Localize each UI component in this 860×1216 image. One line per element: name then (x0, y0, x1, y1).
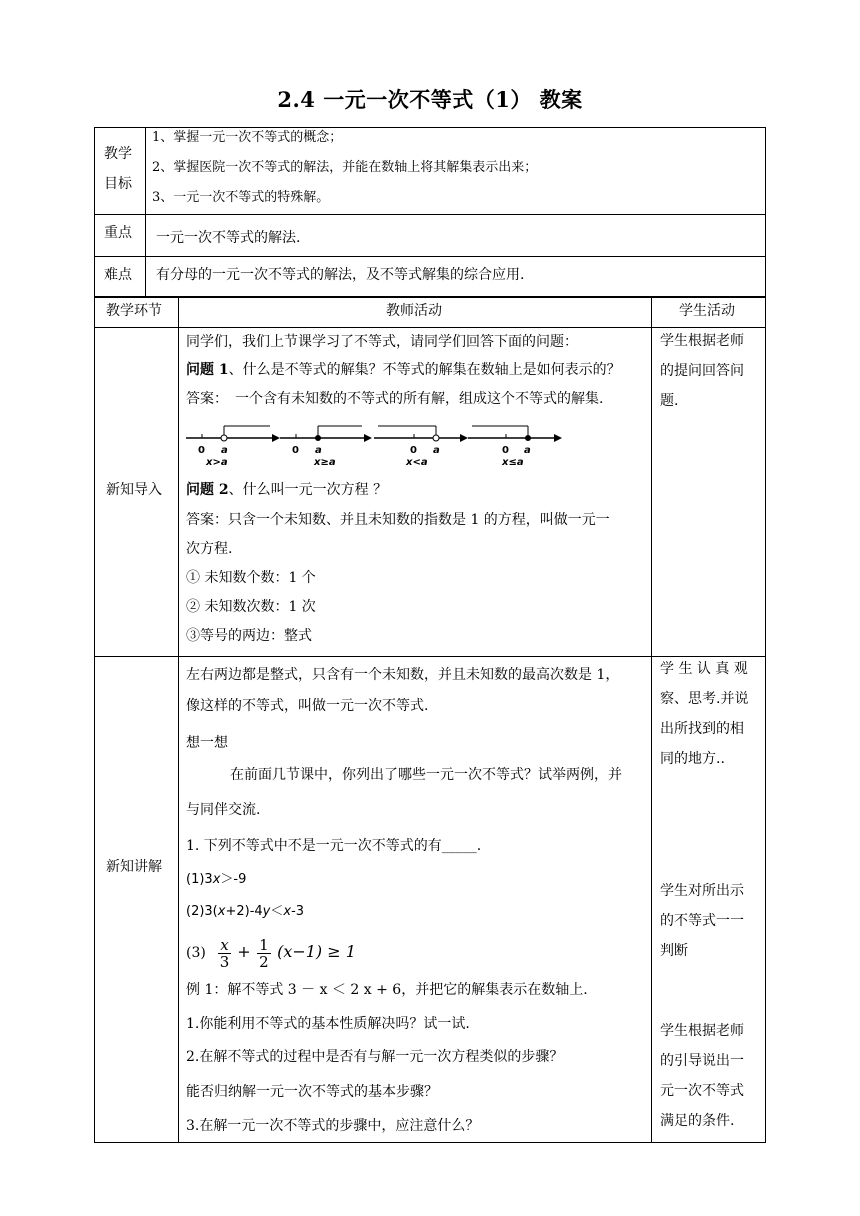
page-title: 2.4 一元一次不等式（1） 教案 (277, 87, 583, 112)
goals-label-1: 教学 (104, 146, 132, 162)
example-1: 例 1：解不等式 3 － x ＜ 2 x + 6，并把它的解集表示在数轴上. (186, 982, 588, 998)
fraction-denominator: 3 (219, 952, 230, 971)
lecture-student-activity-c (660, 1016, 744, 1136)
difficulty-label: 难点 (104, 267, 132, 283)
number-line-le (468, 426, 562, 442)
difficulty-text: 有分母的一元一次不等式的解法，及不等式解集的综合应用. (156, 267, 525, 283)
lecture-student-activity-a (660, 654, 748, 774)
student-line: 满足的条件. (660, 1113, 735, 1129)
fraction-1-over-2 (257, 937, 271, 970)
fraction-x-over-3 (218, 937, 230, 970)
inequality-2-part: (2)3( (186, 904, 218, 919)
question-2-text: 、什么叫一元一次方程 ？ (228, 482, 388, 498)
inequality-2 (186, 902, 304, 922)
goals-label-2: 目标 (104, 176, 132, 192)
question-2 (186, 480, 387, 500)
nl3-a: a (433, 445, 440, 456)
inequality-2-var: y (262, 904, 271, 919)
stage-lecture: 新知讲解 (106, 859, 162, 875)
nl2-zero: 0 (292, 445, 299, 456)
question-2-label: 问题 2 (186, 482, 229, 498)
answer-1: 答案： 一个含有未知数的不等式的所有解，组成这个不等式的解集. (186, 391, 604, 407)
header-teacher: 教师活动 (386, 303, 442, 319)
nl3-zero: 0 (410, 445, 417, 456)
nl4-zero: 0 (502, 445, 509, 456)
definition-line-1: 左右两边都是整式，只含有一个未知数，并且未知数的最高次数是 1， (186, 667, 620, 683)
think-question-1: 在前面几节课中，你列出了哪些一元一次不等式？试举两例，并 (230, 767, 622, 783)
lecture-student-activity-b (660, 876, 744, 966)
inequality-3-tail: (x−1) ≥ 1 (277, 942, 356, 961)
number-line-gt (186, 426, 280, 442)
intro-student-activity (660, 326, 744, 416)
answer-2-line-1: 答案：只含一个未知数、并且未知数的指数是 1 的方程，叫做一元一 (186, 512, 610, 528)
student-line: 学生对所出示 (660, 883, 744, 899)
student-line: 学生根据老师 (660, 333, 744, 349)
point-2: ② 未知数次数：1 次 (186, 599, 316, 615)
inequality-1-pre: (1)3 (186, 872, 213, 887)
inequality-2-var: x (217, 904, 226, 919)
nl3-caption: x<a (406, 457, 428, 468)
think-question-2: 与同伴交流. (186, 802, 261, 818)
student-line: 学 生 认 真 观 (660, 661, 748, 677)
key-point-text: 一元一次不等式的解法. (156, 230, 301, 246)
student-line: 的提问回答问 (660, 363, 744, 379)
guide-question-3: 3.在解一元一次不等式的步骤中，应注意什么？ (186, 1118, 480, 1134)
number-line-lt (374, 426, 468, 442)
inequality-2-part: ＜ (270, 904, 284, 919)
student-line: 判断 (660, 943, 688, 959)
definition-line-2: 像这样的不等式，叫做一元一次不等式. (186, 698, 429, 714)
guide-question-2: 2.在解不等式的过程中是否有与解一元一次方程类似的步骤？ (186, 1049, 564, 1065)
nl1-zero: 0 (198, 445, 205, 456)
student-line: 元一次不等式 (660, 1083, 744, 1099)
inequality-2-var: x (283, 904, 292, 919)
key-point-label: 重点 (104, 225, 132, 241)
question-1-label: 问题 1 (186, 362, 229, 378)
student-line: 题. (660, 393, 679, 409)
goal-item-2: 2、掌握医院一次不等式的解法，并能在数轴上将其解集表示出来； (152, 160, 538, 175)
number-line-ge (280, 426, 372, 442)
point-3: ③等号的两边：整式 (186, 628, 312, 644)
student-line: 的不等式一一 (660, 913, 744, 929)
inequality-1-post: ＞-9 (220, 872, 247, 887)
header-student: 学生活动 (679, 303, 735, 319)
plus-sign: + (237, 942, 251, 961)
nl2-a: a (315, 445, 322, 456)
question-1 (186, 360, 621, 380)
goal-item-3: 3、一元一次不等式的特殊解。 (152, 190, 330, 205)
inequality-2-part: -3 (291, 904, 305, 919)
point-1: ① 未知数个数：1 个 (186, 570, 316, 586)
student-line: 同的地方.. (660, 751, 725, 767)
stage-intro: 新知导入 (106, 482, 162, 498)
goal-item-1: 1、掌握一元一次不等式的概念； (152, 130, 343, 145)
guide-question-2b: 能否归纳解一元一次不等式的基本步骤？ (186, 1084, 438, 1100)
inequality-2-part: +2)-4 (225, 904, 263, 919)
guide-question-1: 1.你能利用不等式的基本性质解决吗？试一试. (186, 1016, 470, 1032)
nl1-caption: x>a (206, 457, 228, 468)
intro-line: 同学们，我们上节课学习了不等式，请同学们回答下面的问题： (186, 334, 578, 350)
think-heading: 想一想 (186, 735, 228, 751)
inequality-1-var: x (212, 872, 221, 887)
nl4-caption: x≤a (502, 457, 524, 468)
nl2-caption: x≥a (314, 457, 336, 468)
student-line: 出所找到的相 (660, 721, 744, 737)
nl1-a: a (221, 445, 228, 456)
nl4-a: a (524, 445, 531, 456)
answer-2-line-2: 次方程. (186, 541, 233, 557)
header-stage: 教学环节 (106, 303, 162, 319)
student-line: 的引导说出一 (660, 1053, 744, 1069)
inequality-1 (186, 870, 246, 890)
fraction-numerator: 1 (259, 935, 269, 954)
fraction-numerator: x (220, 935, 229, 954)
number-line-diagrams (186, 420, 586, 470)
student-line: 察、思考.并说 (660, 691, 749, 707)
exercise-1: 1. 下列不等式中不是一元一次不等式的有_____. (186, 838, 482, 854)
inequality-3-label: (3) (186, 945, 206, 961)
fraction-denominator: 2 (259, 952, 269, 971)
inequality-3 (186, 932, 356, 972)
question-1-text: 、什么是不等式的解集？不等式的解集在数轴上是如何表示的？ (228, 362, 621, 378)
student-line: 学生根据老师 (660, 1023, 744, 1039)
